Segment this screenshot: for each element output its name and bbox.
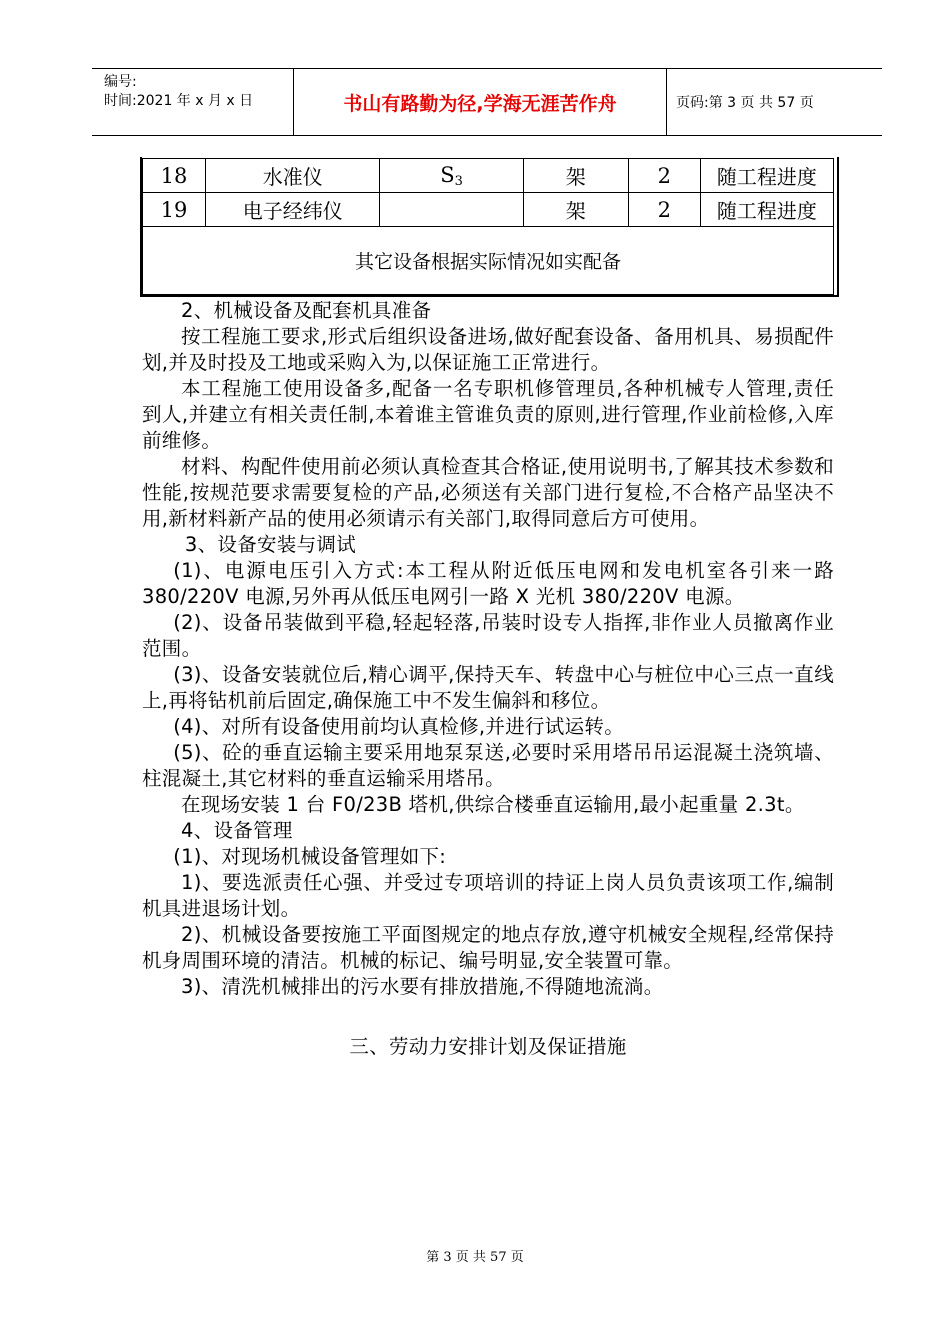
table-row xyxy=(143,193,834,227)
cell-qty: 2 xyxy=(628,193,700,227)
cell-no: 19 xyxy=(143,193,206,227)
cell-name: 电子经纬仪 xyxy=(206,193,380,227)
page-footer: 第 3 页 共 57 页 xyxy=(426,1250,524,1265)
paragraph: (5)、砼的垂直运输主要采用地泵泵送,必要时采用塔吊吊运混凝土浇筑墙、柱混凝土,其它材料的垂直运输采用塔吊。 xyxy=(142,741,834,790)
heading-4: 4、设备管理 xyxy=(181,819,293,842)
cell-unit: 架 xyxy=(523,193,628,227)
number-label: 编号: xyxy=(104,74,137,90)
equipment-table xyxy=(142,158,834,295)
cell-model xyxy=(380,159,523,193)
table-row xyxy=(143,159,834,193)
paragraph: 1)、要选派责任心强、并受过专项培训的持证上岗人员负责该项工作,编制机具进退场计划。 xyxy=(142,871,834,920)
paragraph: 材料、构配件使用前必须认真检查其合格证,使用说明书,了解其技术参数和性能,按规范要求需要复检的产品,必须送有关部门进行复检,不合格产品坚决不用,新材料新产品的使用必须请示有关部门,取得同意后方可使用。 xyxy=(142,455,834,530)
paragraph: 本工程施工使用设备多,配备一名专职机修管理员,各种机械专人管理,责任到人,并建立有相关责任制,本着谁主管谁负责的原则,进行管理,作业前检修,入库前维修。 xyxy=(142,377,834,452)
model-subscript: 3 xyxy=(454,173,463,189)
paragraph: 按工程施工要求,形式后组织设备进场,做好配套设备、备用机具、易损配件划,并及时投及工地或采购入为,以保证施工正常进行。 xyxy=(142,325,834,374)
paragraph: (2)、设备吊装做到平稳,轻起轻落,吊装时设专人指挥,非作业人员撤离作业范围。 xyxy=(142,611,834,660)
cell-time: 随工程进度 xyxy=(700,193,833,227)
cell-qty: 2 xyxy=(628,159,700,193)
paragraph: (3)、设备安装就位后,精心调平,保持天车、转盘中心与桩位中心三点一直线上,再将钻机前后固定,确保施工中不发生偏斜和移位。 xyxy=(142,663,834,712)
heading-3: 3、设备安装与调试 xyxy=(184,533,356,556)
document-body xyxy=(142,298,834,1060)
cell-time: 随工程进度 xyxy=(700,159,833,193)
cell-no: 18 xyxy=(143,159,206,193)
table-note: 其它设备根据实际情况如实配备 xyxy=(143,227,834,295)
cell-unit: 架 xyxy=(523,159,628,193)
cell-model xyxy=(380,193,523,227)
header-motto: 书山有路勤为径,学海无涯苦作舟 xyxy=(294,69,667,135)
model-text: S xyxy=(440,162,455,187)
paragraph: (1)、对现场机械设备管理如下: xyxy=(173,845,447,868)
paragraph: (4)、对所有设备使用前均认真检修,并进行试运转。 xyxy=(173,715,625,738)
paragraph: (1)、电源电压引入方式:本工程从附近低压电网和发电机室各引来一路 380/220V 电源,另外再从低压电网引一路 X 光机 380/220V 电源。 xyxy=(142,559,834,608)
header-meta xyxy=(92,69,294,135)
time-label: 时间:2021 年 x 月 x 日 xyxy=(104,93,254,109)
paragraph: 3)、清洗机械排出的污水要有排放措施,不得随地流淌。 xyxy=(181,975,664,998)
paragraph: 在现场安装 1 台 F0/23B 塔机,供综合楼垂直运输用,最小起重量 2.3t。 xyxy=(181,793,805,816)
paragraph: 2)、机械设备要按施工平面图规定的地点存放,遵守机械安全规程,经常保持机身周围环境的清洁。机械的标记、编号明显,安全装置可靠。 xyxy=(142,923,834,972)
cell-name: 水准仪 xyxy=(206,159,380,193)
table-note-row xyxy=(143,227,834,295)
section-heading: 三、劳动力安排计划及保证措施 xyxy=(349,1035,627,1058)
heading-2: 2、机械设备及配套机具准备 xyxy=(181,299,432,322)
header-page-info: 页码:第 3 页 共 57 页 xyxy=(676,95,814,111)
page-header xyxy=(92,68,882,136)
